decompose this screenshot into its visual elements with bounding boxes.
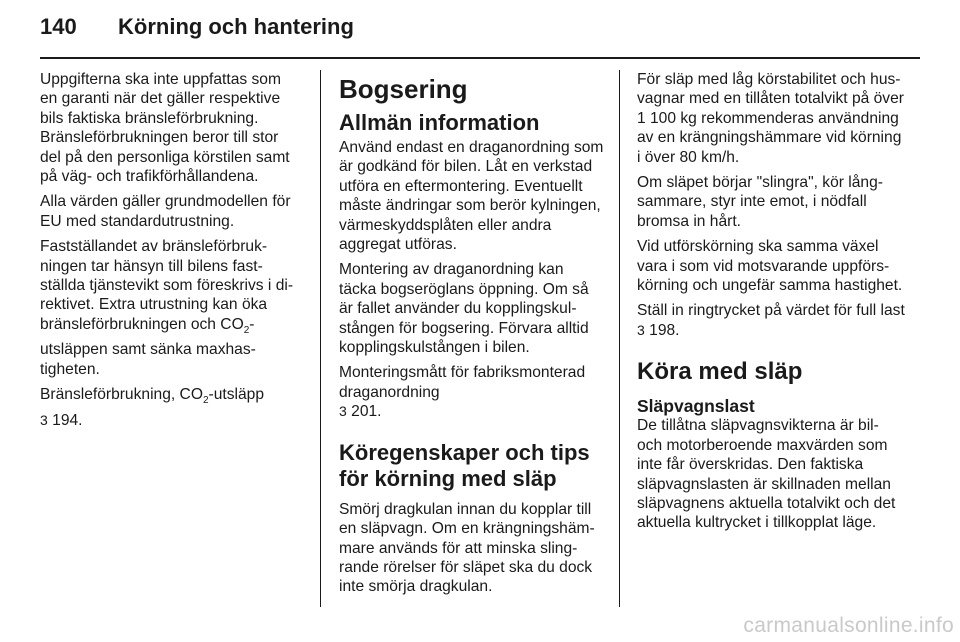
subsection-title: Köregenskaper och tips för körning med släp — [339, 439, 590, 491]
paragraph: De tillåtna släpvagnsvikterna är bil- och motorberoende maxvärden som inte får överskridas. Den faktiska släpvagnslasten är skillnaden mellan släpvagnens aktuella totalvikt och det aktuella kultrycket i tillkopplat läge. — [637, 417, 896, 532]
text-span: -utsläppen samt sänka maxhastigheten. — [40, 315, 256, 378]
page-ref-arrow-icon: 3 — [637, 321, 645, 338]
column-right — [637, 70, 905, 539]
column-middle — [339, 70, 605, 603]
text-span: Ställ in ringtrycket på värdet för full last — [637, 302, 905, 320]
paragraph: Vid utförskörning ska samma växel vara i som vid motsvarande uppförskörning och ungefär samma hastighet. — [637, 238, 903, 295]
page-header — [40, 14, 920, 48]
subsection-title: Allmän information — [339, 110, 540, 135]
paragraph — [40, 237, 302, 379]
paragraph: Använd endast en draganordning som är godkänd för bilen. Låt en verkstad utföra en eftermontering. Eventuellt måste ändringar som berör kylningen, värmeskyddsplåten eller andra aggregat utföras. — [339, 139, 604, 254]
page-ref[interactable]: 201. — [351, 403, 382, 421]
column-divider — [320, 70, 321, 607]
section-title: Köra med släp — [637, 358, 803, 386]
text-span: -utsläpp — [208, 386, 264, 404]
page-ref[interactable]: 194. — [52, 411, 83, 429]
page-ref-arrow-icon: 3 — [40, 411, 48, 428]
section-title: Bogsering — [339, 74, 468, 104]
paragraph: För släp med låg körstabilitet och husvagnar med en tillåten totalvikt på över 1 100 kg rekommenderas användning av en krängningshämmare vid körning i över 80 km/h. — [637, 71, 904, 166]
paragraph: Uppgifterna ska inte uppfattas som en garanti när det gäller respektive bils faktiska bränsleförbrukning. Bränsleförbrukningen beror till stor del på den personliga körstilen samt på väg- och trafikförhållandena. — [40, 71, 290, 186]
chapter-title: Körning och hantering — [118, 14, 354, 39]
text-span: Fastställandet av bränsleförbrukningen tar hänsyn till bilens fastställda tjänstevikt som föreskrivs i direktivet. Extra utrustning kan öka bränsleförbrukningen och CO — [40, 238, 294, 333]
paragraph — [637, 301, 905, 340]
column-divider — [619, 70, 620, 607]
paragraph: Om släpet börjar "slingra", kör långsammare, styr inte emot, i nödfall bromsa in hårt. — [637, 174, 883, 230]
page-ref[interactable]: 198. — [649, 321, 680, 339]
page-ref-arrow-icon: 3 — [339, 403, 347, 420]
page-number: 140 — [40, 14, 77, 39]
subscript: 2 — [202, 395, 209, 407]
paragraph: Smörj dragkulan innan du kopplar till en släpvagn. Om en krängningshämmare används för att minska slingrande rörelser för släpet ska du dock inte smörja dragkulan. — [339, 500, 595, 596]
watermark: carmanualsonline.info — [743, 614, 954, 637]
paragraph — [40, 385, 302, 430]
paragraph — [339, 363, 605, 421]
paragraph: Alla värden gäller grundmodellen för EU med standardutrustning. — [40, 193, 291, 230]
subsection-title: Släpvagnslast — [637, 396, 755, 417]
subscript: 2 — [243, 324, 250, 336]
paragraph: Montering av draganordning kan täcka bogseröglans öppning. Om så är fallet använder du kopplingskulstången för bogsering. Förvara alltid kopplingskulstången i bilen. — [339, 261, 589, 357]
header-rule — [40, 57, 920, 59]
text-span: Bränsleförbrukning, CO — [40, 386, 203, 404]
column-left — [40, 70, 302, 436]
text-span: Monteringsmått för fabriksmonterad draganordning — [339, 364, 586, 401]
